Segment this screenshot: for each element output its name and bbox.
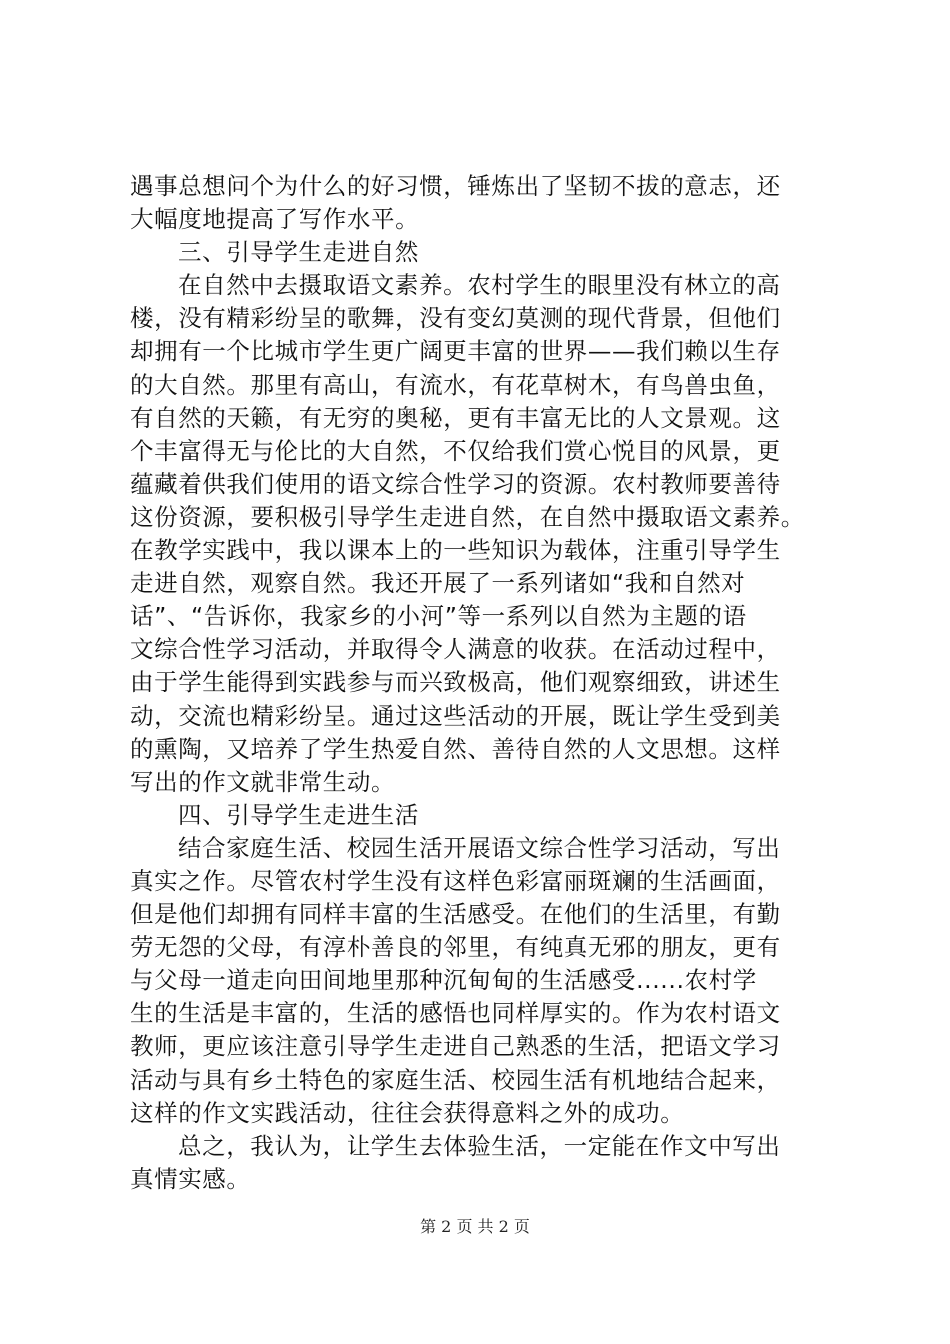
text-line: 四、引导学生走进生活 — [178, 800, 419, 829]
text-line: 但是他们却拥有同样丰富的生活感受。在他们的生活里，有勤 — [130, 900, 781, 929]
text-line: 劳无怨的父母，有淳朴善良的邻里，有纯真无邪的朋友，更有 — [130, 933, 781, 962]
text-line: 大幅度地提高了写作水平。 — [130, 205, 420, 234]
text-line: 真实之作。尽管农村学生没有这样色彩富丽斑斓的生活画面， — [130, 866, 781, 895]
text-line: 这样的作文实践活动，往往会获得意料之外的成功。 — [130, 1098, 685, 1127]
text-line: 个丰富得无与伦比的大自然，不仅给我们赏心悦目的风景，更 — [130, 436, 781, 465]
text-line: 文综合性学习活动，并取得令人满意的收获。在活动过程中， — [130, 635, 781, 664]
text-line: 总之，我认为，让学生去体验生活，一定能在作文中写出 — [178, 1131, 781, 1160]
text-line: 却拥有一个比城市学生更广阔更丰富的世界——我们赖以生存 — [130, 337, 781, 366]
page-footer: 第 2 页 共 2 页 — [420, 1217, 530, 1236]
text-line: 与父母一道走向田间地里那种沉甸甸的生活感受......农村学 — [130, 966, 757, 995]
text-line: 在教学实践中，我以课本上的一些知识为载体，注重引导学生 — [130, 536, 781, 565]
text-line: 话”、“告诉你，我家乡的小河”等一系列以自然为主题的语 — [130, 602, 747, 631]
text-line: 活动与具有乡土特色的家庭生活、校园生活有机地结合起来， — [130, 1065, 781, 1094]
text-line: 教师，更应该注意引导学生走进自己熟悉的生活，把语文学习 — [130, 1032, 781, 1061]
text-line: 蕴藏着供我们使用的语文综合性学习的资源。农村教师要善待 — [130, 469, 781, 498]
text-line: 有自然的天籁，有无穷的奥秘，更有丰富无比的人文景观。这 — [130, 403, 781, 432]
text-line: 真情实感。 — [130, 1164, 251, 1193]
text-line: 写出的作文就非常生动。 — [130, 767, 396, 796]
text-line: 楼，没有精彩纷呈的歌舞，没有变幻莫测的现代背景，但他们 — [130, 304, 781, 333]
text-line: 三、引导学生走进自然 — [178, 238, 419, 267]
text-line: 这份资源，要积极引导学生走进自然，在自然中摄取语文素养。 — [130, 502, 805, 531]
text-line: 的大自然。那里有高山，有流水，有花草树木，有鸟兽虫鱼， — [130, 370, 781, 399]
text-line: 动，交流也精彩纷呈。通过这些活动的开展，既让学生受到美 — [130, 701, 781, 730]
body-text — [130, 170, 840, 1196]
text-line: 由于学生能得到实践参与而兴致极高，他们观察细致，讲述生 — [130, 668, 781, 697]
text-line: 遇事总想问个为什么的好习惯，锤炼出了坚韧不拔的意志，还 — [130, 172, 781, 200]
text-line: 生的生活是丰富的，生活的感悟也同样厚实的。作为农村语文 — [130, 999, 781, 1028]
text-line: 走进自然，观察自然。我还开展了一系列诸如“我和自然对 — [130, 569, 746, 598]
text-line: 结合家庭生活、校园生活开展语文综合性学习活动，写出 — [178, 833, 781, 862]
text-line: 的熏陶，又培养了学生热爱自然、善待自然的人文思想。这样 — [130, 734, 781, 763]
text-line: 在自然中去摄取语文素养。农村学生的眼里没有林立的高 — [178, 271, 781, 300]
